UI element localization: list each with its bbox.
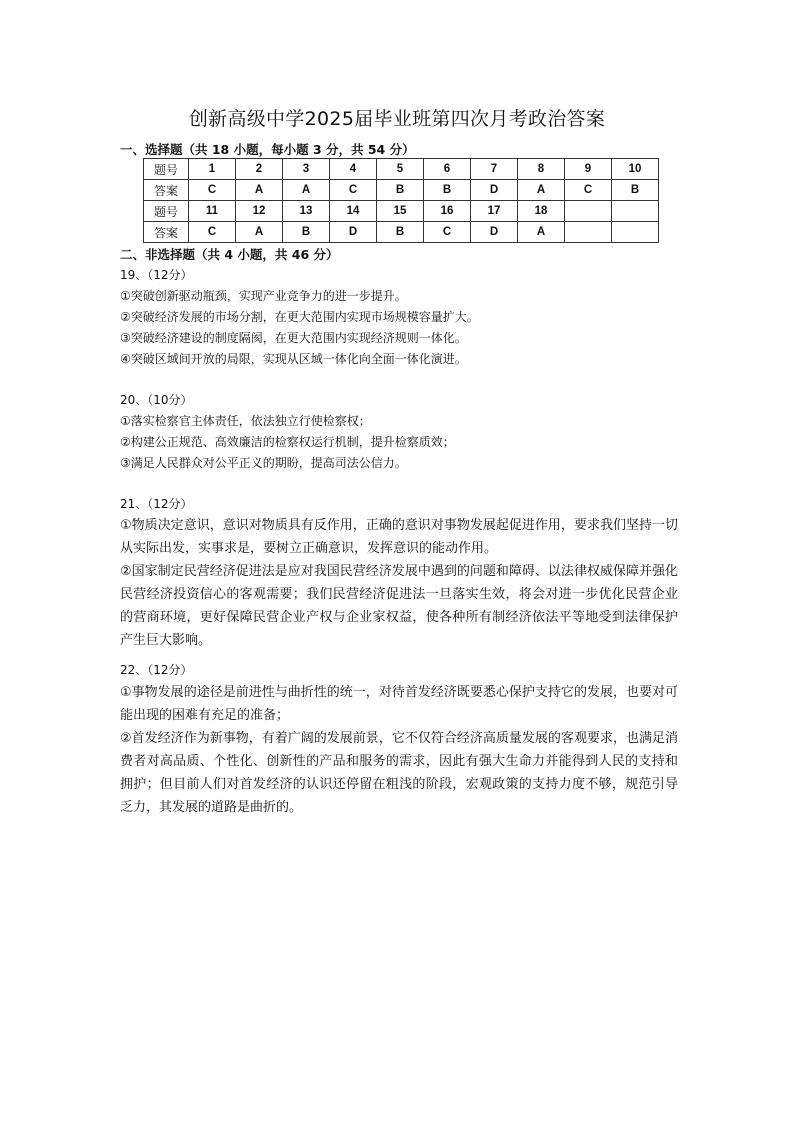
answer-table (143, 158, 659, 243)
q19-line: ②突破经济发展的市场分割，在更大范围内实现市场规模容量扩大。 (120, 310, 479, 324)
table-cell: 18 (518, 201, 565, 222)
table-cell: 15 (377, 201, 424, 222)
table-row (144, 201, 659, 222)
table-cell (565, 222, 612, 243)
table-cell: 7 (471, 159, 518, 180)
row-label: 题号 (144, 201, 189, 222)
table-cell (565, 201, 612, 222)
table-cell: 13 (283, 201, 330, 222)
table-cell: 4 (330, 159, 377, 180)
q19-label: 19、（12分） (120, 268, 193, 282)
table-cell: A (236, 180, 283, 201)
q19-line: ④突破区域间开放的局限，实现从区域一体化向全面一体化演进。 (120, 352, 467, 366)
q20-label: 20、（10分） (120, 393, 193, 407)
q22-label: 22、（12分） (120, 663, 193, 677)
table-cell: 9 (565, 159, 612, 180)
table-cell: B (612, 180, 659, 201)
table-cell: A (283, 180, 330, 201)
q21-answer (120, 514, 678, 652)
q22-paragraph: ①事物发展的途径是前进性与曲折性的统一，对待首发经济既要悉心保护支持它的发展，也要对可能出现的困难有充足的准备； (120, 685, 678, 723)
table-cell: C (565, 180, 612, 201)
table-cell: B (377, 180, 424, 201)
table-cell: 8 (518, 159, 565, 180)
q20-line: ①落实检察官主体责任，依法独立行使检察权； (120, 414, 371, 428)
section2-heading: 二、非选择题（共 4 小题，共 46 分） (120, 247, 339, 262)
table-cell: 1 (189, 159, 236, 180)
q19-line: ③突破经济建设的制度隔阂，在更大范围内实现经济规则一体化。 (120, 331, 467, 345)
table-cell (612, 222, 659, 243)
table-row (144, 159, 659, 180)
table-cell: 11 (189, 201, 236, 222)
q21-paragraph: ①物质决定意识，意识对物质具有反作用，正确的意识对事物发展起促进作用，要求我们坚持一切从实际出发，实事求是，要树立正确意识，发挥意识的能动作用。 (120, 518, 678, 556)
table-cell: C (189, 180, 236, 201)
row-label: 答案 (144, 180, 189, 201)
table-cell: A (236, 222, 283, 243)
table-cell: B (424, 180, 471, 201)
q22-paragraph: ②首发经济作为新事物，有着广阔的发展前景，它不仅符合经济高质量发展的客观要求，也满足消费者对高品质、个性化、创新性的产品和服务的需求，因此有强大生命力并能得到人民的支持和拥护；但目前人们对首发经济的认识还停留在粗浅的阶段，宏观政策的支持力度不够，规范引导乏力，其发展的道路是曲折的。 (120, 731, 678, 815)
table-cell: C (330, 180, 377, 201)
q22-answer (120, 681, 678, 819)
table-cell: A (518, 180, 565, 201)
table-row (144, 180, 659, 201)
q20-line: ③满足人民群众对公平正义的期盼，提高司法公信力。 (120, 456, 407, 470)
row-label: 题号 (144, 159, 189, 180)
table-cell: B (377, 222, 424, 243)
table-cell: 12 (236, 201, 283, 222)
table-cell: 14 (330, 201, 377, 222)
table-cell: 5 (377, 159, 424, 180)
q21-paragraph: ②国家制定民营经济促进法是应对我国民营经济发展中遇到的问题和障碍、以法律权威保障并强化民营经济投资信心的客观需要；我们民营经济促进法一旦落实生效，将会对进一步优化民营企业的营商环境，更好保障民营企业产权与企业家权益，使各种所有制经济依法平等地受到法律保护产生巨大影响。 (120, 564, 678, 648)
q19-line: ①突破创新驱动瓶颈，实现产业竞争力的进一步提升。 (120, 289, 407, 303)
section1-heading: 一、选择题（共 18 小题，每小题 3 分，共 54 分） (120, 142, 415, 157)
table-cell: B (283, 222, 330, 243)
table-cell: C (424, 222, 471, 243)
table-cell (612, 201, 659, 222)
page-title: 创新高级中学2025届毕业班第四次月考政治答案 (188, 108, 606, 130)
table-cell: D (330, 222, 377, 243)
table-cell: 3 (283, 159, 330, 180)
table-cell: 6 (424, 159, 471, 180)
q21-label: 21、（12分） (120, 497, 193, 511)
row-label: 答案 (144, 222, 189, 243)
table-cell: 17 (471, 201, 518, 222)
table-cell: D (471, 222, 518, 243)
table-cell: A (518, 222, 565, 243)
q20-line: ②构建公正规范、高效廉洁的检察权运行机制，提升检察质效； (120, 435, 455, 449)
table-cell: 16 (424, 201, 471, 222)
table-row (144, 222, 659, 243)
table-cell: 2 (236, 159, 283, 180)
table-cell: D (471, 180, 518, 201)
table-cell: C (189, 222, 236, 243)
table-cell: 10 (612, 159, 659, 180)
